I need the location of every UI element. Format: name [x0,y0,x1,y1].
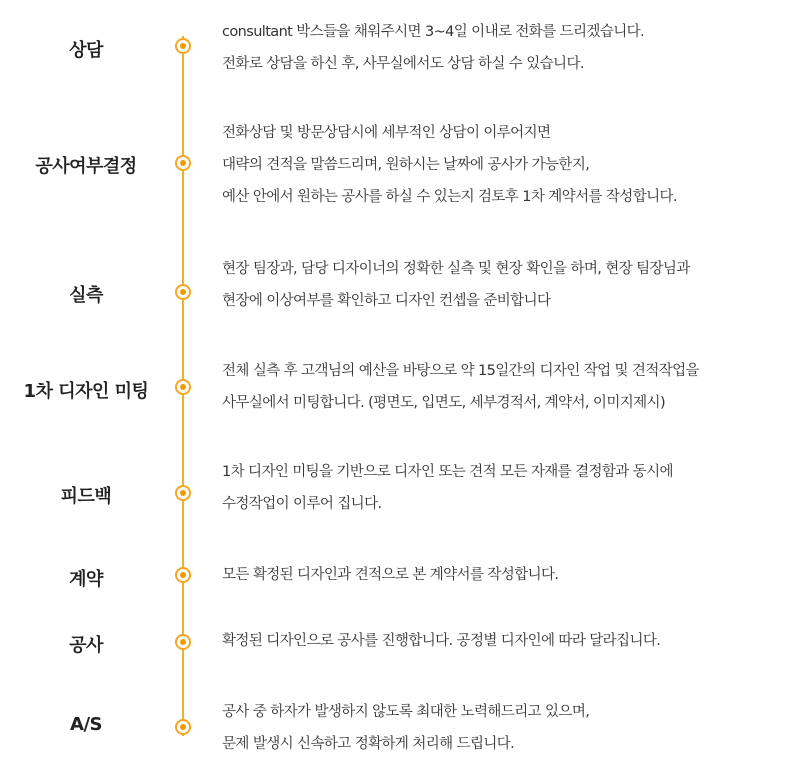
step-title: 실측 [69,285,103,306]
timeline-dot-icon [175,379,191,395]
step-description [222,625,792,657]
step-description [222,456,792,520]
description-line: 전화상담 및 방문상담시에 세부적인 상담이 이루어지면 [222,125,551,141]
step-title: 상담 [69,40,103,61]
timeline-dot-icon [175,567,191,583]
step-title: 공사 [69,635,103,656]
description-line: 문제 발생시 신속하고 정확하게 처리해 드립니다. [222,736,515,752]
step-title: A/S [70,714,102,735]
description-line: 예산 안에서 원하는 공사를 하실 수 있는지 검토후 1차 계약서를 작성합니다. [222,189,677,205]
step-description [222,559,792,591]
description-line: 현장에 이상여부를 확인하고 디자인 컨셉을 준비합니다 [222,293,551,309]
timeline-dot-icon [175,155,191,171]
step-title: 계약 [69,569,103,590]
timeline-dot-icon [175,634,191,650]
description-line: 모든 확정된 디자인과 견적으로 본 계약서를 작성합니다. [222,567,559,583]
description-line: 현장 팀장과, 담당 디자이너의 정확한 실측 및 현장 확인을 하며, 현장 팀장님과 [222,261,690,277]
description-line: 대략의 견적을 말씀드리며, 원하시는 날짜에 공사가 가능한지, [222,157,590,173]
timeline-dot-icon [175,719,191,735]
description-line: 수정작업이 이루어 집니다. [222,496,382,512]
description-line: consultant 박스들을 채워주시면 3~4일 이내로 전화를 드리겠습니다. [222,24,645,40]
step-description [222,253,792,317]
step-title: 1차 디자인 미팅 [23,381,149,402]
step-description [222,355,792,419]
description-line: 전화로 상담을 하신 후, 사무실에서도 상담 하실 수 있습니다. [222,56,584,72]
step-description [222,117,792,213]
description-line: 전체 실측 후 고객님의 예산을 바탕으로 약 15일간의 디자인 작업 및 견적작업을 [222,363,699,379]
timeline-dot-icon [175,485,191,501]
description-line: 사무실에서 미팅합니다. (평면도, 입면도, 세부경적서, 계약서, 이미지제시) [222,395,666,411]
timeline-dot-icon [175,38,191,54]
step-title: 공사여부결정 [35,156,137,177]
description-line: 공사 중 하자가 발생하지 않도록 최대한 노력해드리고 있으며, [222,704,590,720]
description-line: 1차 디자인 미팅을 기반으로 디자인 또는 견적 모든 자재를 결정함과 동시에 [222,464,673,480]
step-description [222,16,792,80]
timeline-dot-icon [175,284,191,300]
step-description [222,696,792,760]
description-line: 확정된 디자인으로 공사를 진행합니다. 공정별 디자인에 따라 달라집니다. [222,633,661,649]
step-title: 피드백 [60,486,112,507]
